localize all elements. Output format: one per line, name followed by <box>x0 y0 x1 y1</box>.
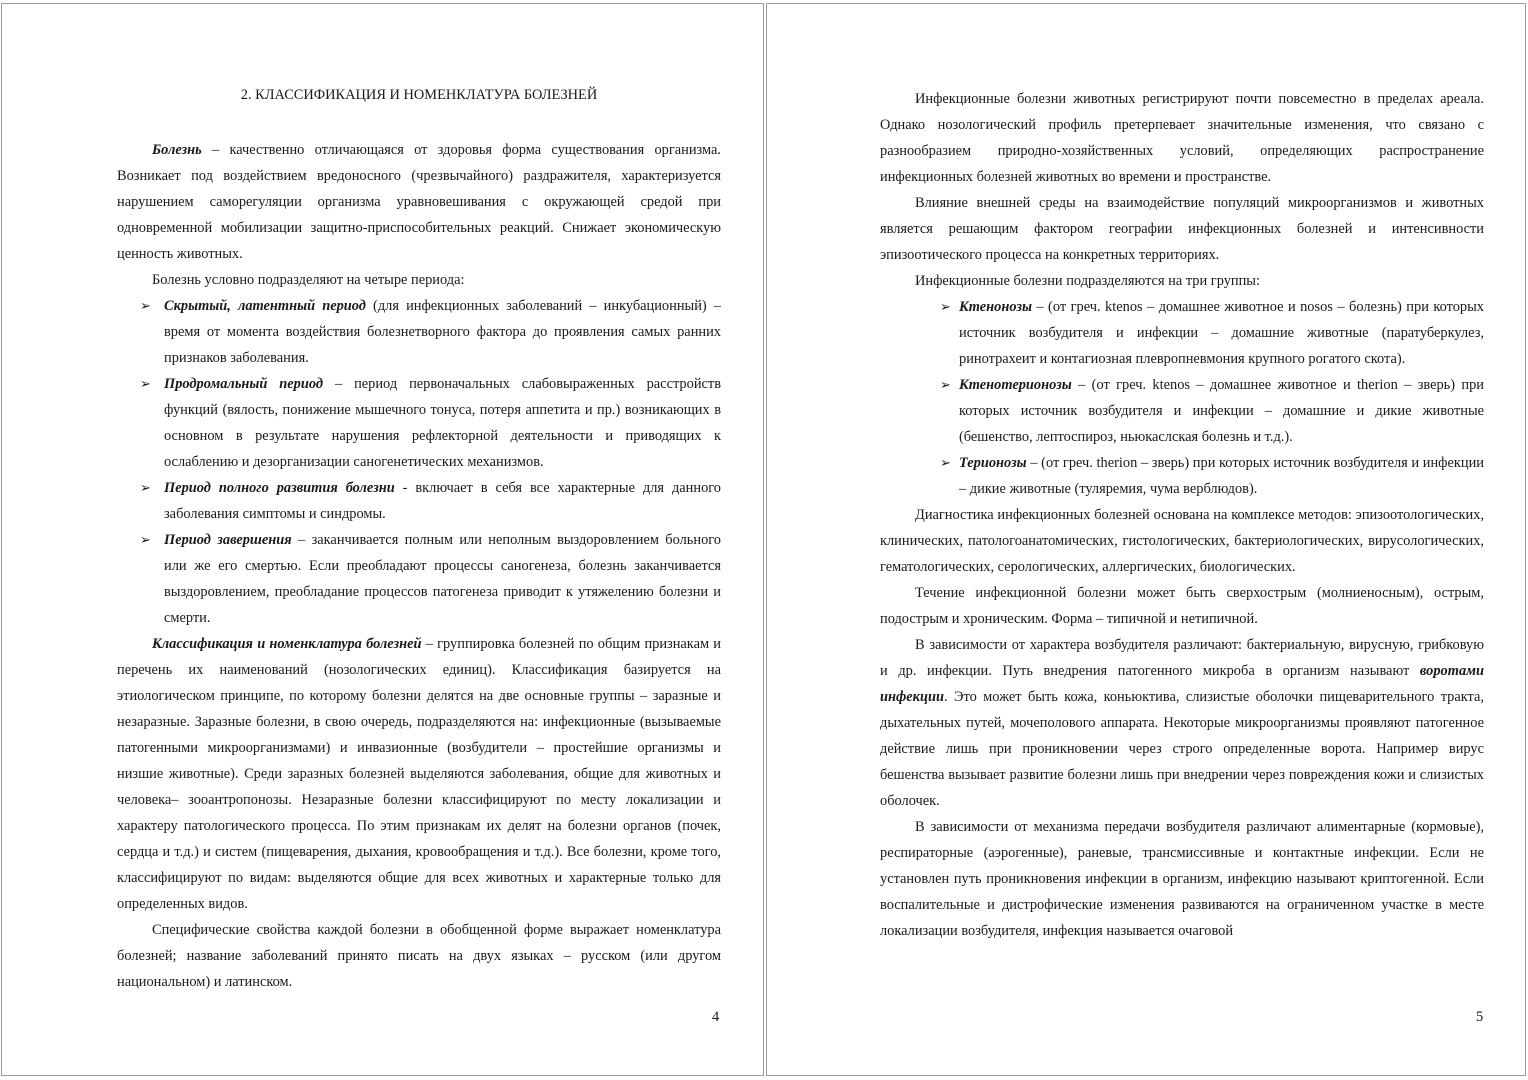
list-item-text: – (от греч. therion – зверь) при которых источник возбудителя и инфекции – дикие животные (туляремия, чума верблюдов). <box>959 455 1484 497</box>
paragraph-course: Течение инфекционной болезни может быть сверхострым (молниеносным), острым, подострым и хроническим. Форма – типичной и нетипичной. <box>880 585 1484 627</box>
right-page <box>766 3 1526 1076</box>
paragraph-groups-intro: Инфекционные болезни подразделяются на три группы: <box>915 273 1260 289</box>
paragraph-registration: Инфекционные болезни животных регистрируют почти повсеместно в пределах ареала. Однако нозологический профиль претерпевает значительные изменения, что связано с разнообразием природно-хозяйственных условий, определяющих распространение инфекционных болезней животных во времени и пространстве. <box>880 91 1484 185</box>
periods-list <box>117 293 721 631</box>
paragraph-classification <box>117 631 721 917</box>
page-number: 5 <box>1476 1009 1484 1025</box>
list-item <box>117 293 721 371</box>
arrow-bullet-icon: ➢ <box>140 298 151 313</box>
list-item <box>117 371 721 475</box>
paragraph-text: – качественно отличающаяся от здоровья форма существования организма. Возникает под воздействием вредоносного (чрезвычайного) раздражителя, характеризуется нарушением саморегуляции организма уравновешивания с окружающей средой при одновременной мобилизации защитно-приспособительных реакций. Снижает экономическую ценность животных. <box>117 142 721 262</box>
paragraph-disease-definition <box>117 137 721 267</box>
list-item <box>940 294 1484 372</box>
list-item-term: Терионозы <box>959 455 1027 471</box>
list-item <box>117 475 721 527</box>
arrow-bullet-icon: ➢ <box>940 455 951 470</box>
term-bolezn: Болезнь <box>152 142 202 158</box>
arrow-bullet-icon: ➢ <box>940 299 951 314</box>
right-page-content <box>880 4 1484 944</box>
list-item <box>940 450 1484 502</box>
arrow-bullet-icon: ➢ <box>140 376 151 391</box>
list-item-term: Ктенонозы <box>959 299 1032 315</box>
list-item-term: Период завершения <box>164 532 292 548</box>
list-item-text: – (от греч. ktenos – домашнее животное и nosos – болезнь) при которых источник возбудителя и инфекции – домашние животные (паратуберкулез, ринотрахеит и контагиозная плевропневмония крупного рогатого скота). <box>959 299 1484 367</box>
page-number: 4 <box>712 1009 720 1025</box>
paragraph-nomenclature: Специфические свойства каждой болезни в обобщенной форме выражает номенклатура болезней; название заболеваний принято писать на двух языках – русском (или другом национальном) и латинском. <box>117 922 721 990</box>
list-item-text: – (от греч. ktenos – домашнее животное и therion – зверь) при которых источник возбудителя и инфекции – домашние и дикие животные (бешенство, лептоспироз, ньюкаслская болезнь и т.д.). <box>959 377 1484 445</box>
paragraph-periods-intro: Болезнь условно подразделяют на четыре периода: <box>152 272 465 288</box>
list-item-term: Скрытый, латентный период <box>164 298 366 314</box>
term-classification: Классификация и номенклатура болезней <box>152 636 422 652</box>
term-infection-gates: воротами инфекции <box>880 663 1484 705</box>
paragraph-diagnostics: Диагностика инфекционных болезней основана на комплексе методов: эпизоотологических, клинических, патологоанатомических, гистологических, бактериологических, вирусологических, гематологических, серологических, аллергических, биологических. <box>880 507 1484 575</box>
left-page <box>1 3 764 1076</box>
list-item-term: Продромальный период <box>164 376 324 392</box>
left-page-content <box>117 4 721 995</box>
arrow-bullet-icon: ➢ <box>140 480 151 495</box>
list-item-text: (для инфекционных заболеваний – инкубационный) – время от момента воздействия болезнетворного фактора до проявления самых ранних признаков заболевания. <box>164 298 721 366</box>
list-item-text: – заканчивается полным или неполным выздоровлением больного или же его смертью. Если преобладают процессы саногенеза, болезнь заканчивается выздоровлением, преобладание процессов патогенеза приводит к утяжелению болезни и смерти. <box>164 532 722 626</box>
paragraph-environment: Влияние внешней среды на взаимодействие популяций микроорганизмов и животных является решающим фактором географии инфекционных болезней и интенсивности эпизоотического процесса на конкретных территориях. <box>880 195 1484 263</box>
paragraph-pathogen-type <box>880 632 1484 814</box>
list-item-term: Период полного развития болезни <box>164 480 395 496</box>
chapter-title: 2. КЛАССИФИКАЦИЯ И НОМЕНКЛАТУРА БОЛЕЗНЕЙ <box>240 87 598 103</box>
list-item-term: Ктенотерионозы <box>959 377 1072 393</box>
paragraph-text: В зависимости от характера возбудителя различают: бактериальную, вирусную, грибковую и др. инфекции. Путь внедрения патогенного микроба в организм называют <box>880 637 1484 679</box>
list-item <box>940 372 1484 450</box>
paragraph-text: . Это может быть кожа, коньюктива, слизистые оболочки пищеварительного тракта, дыхательных путей, мочеполового аппарата. Некоторые микроорганизмы проявляют патогенное действие лишь при проникновении через строго определенные ворота. Например вирус бешенства вызывает развитие болезни лишь при внедрении через повреждения кожи и слизистых оболочек. <box>880 689 1484 809</box>
paragraph-text: – группировка болезней по общим признакам и перечень их наименований (нозологических единиц). Классификация базируется на этиологическом принципе, по которому болезни делятся на две основные группы – заразные и незаразные. Заразные болезни, в свою очередь, подразделяются на: инфекционные (вызываемые патогенными микроорганизмами) и инвазионные (возбудители – простейшие организмы и низшие животные). Среди заразных болезней выделяются заболевания, общие для животных и человека– зооантропонозы. Незаразные болезни классифицируют по месту локализации и характеру патологического процесса. По этим признакам их делят на болезни органов (почек, сердца и т.д.) и систем (пищеварения, дыхания, кровообращения и т.д.). Все болезни, кроме того, классифицируют по видам: выделяются общие для всех животных и характерные только для определенных видов. <box>117 636 721 912</box>
list-item-text: - включает в себя все характерные для данного заболевания симптомы и синдромы. <box>164 480 722 522</box>
list-item <box>117 527 721 631</box>
list-item-text: – период первоначальных слабовыраженных расстройств функций (вялость, понижение мышечного тонуса, потеря аппетита и пр.) возникающих в основном в результате нарушения рефлекторной деятельности и приводящих к ослаблению и дезорганизации саногенетических механизмов. <box>164 376 721 470</box>
paragraph-transmission: В зависимости от механизма передачи возбудителя различают алиментарные (кормовые), респираторные (аэрогенные), раневые, трансмиссивные и контактные инфекции. Если не установлен путь проникновения инфекции в организм, инфекцию называют криптогенной. Если воспалительные и дистрофические изменения развиваются на ограниченном участке в месте локализации возбудителя, инфекция называется очаговой <box>880 819 1484 939</box>
arrow-bullet-icon: ➢ <box>940 377 951 392</box>
groups-list <box>880 294 1484 502</box>
arrow-bullet-icon: ➢ <box>140 532 151 547</box>
